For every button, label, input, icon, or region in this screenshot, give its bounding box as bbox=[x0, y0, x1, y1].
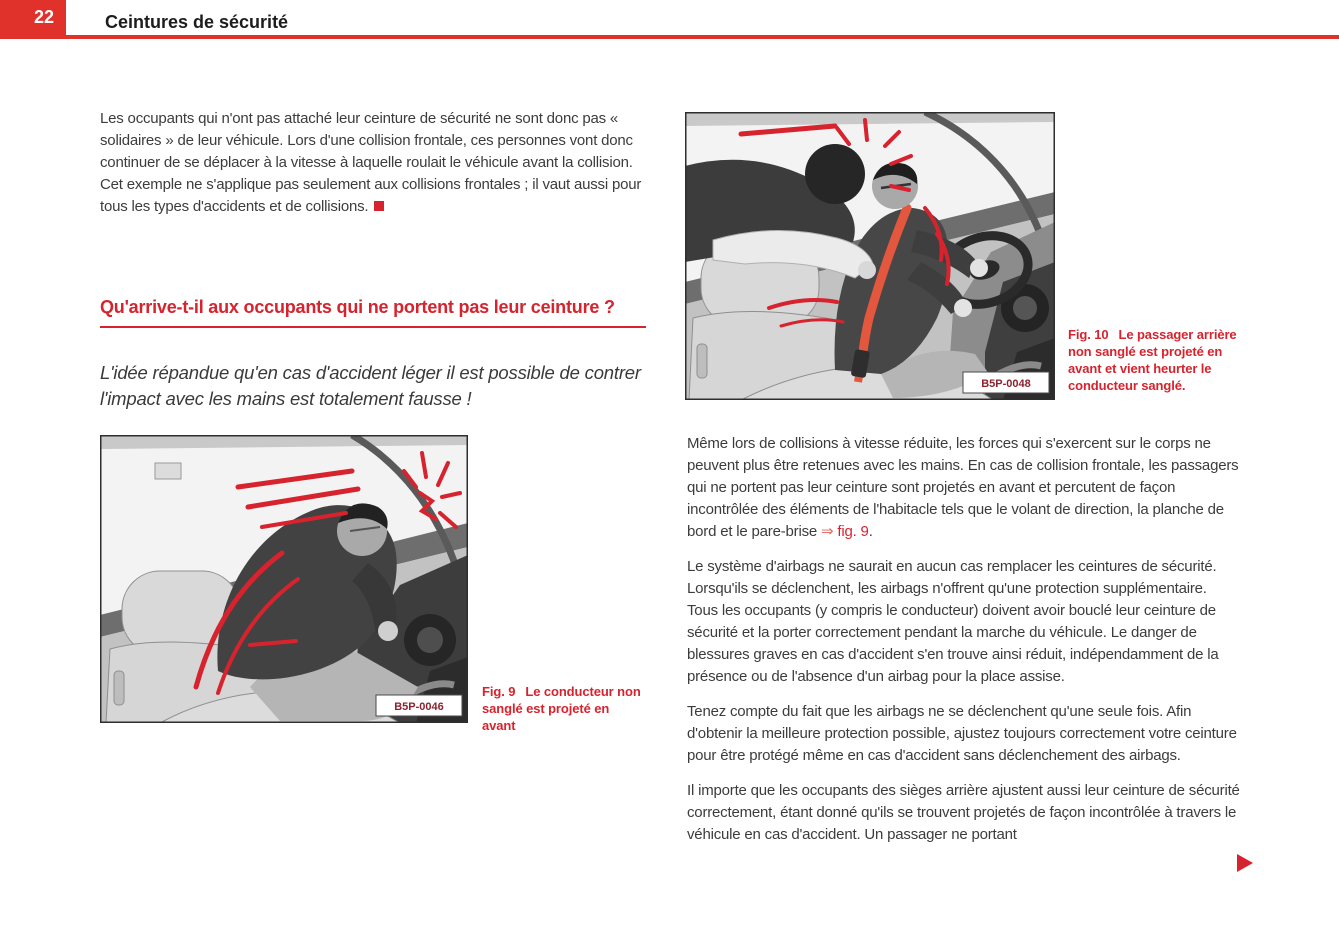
header-rule bbox=[66, 35, 1339, 39]
section-heading-block bbox=[100, 295, 646, 328]
paragraph-forces-period: . bbox=[868, 523, 873, 540]
passenger-head bbox=[805, 144, 865, 204]
figure-9-label: Fig. 9 bbox=[482, 684, 516, 699]
figure-10-label: Fig. 10 bbox=[1068, 327, 1109, 342]
image-code-label bbox=[963, 372, 1049, 393]
section-heading: Qu'arrive-t-il aux occupants qui ne portent pas leur ceinture ? bbox=[100, 297, 615, 317]
figure-10-caption bbox=[1068, 326, 1244, 394]
fig10-image-code: B5P-0048 bbox=[981, 378, 1031, 390]
fig10-illustration bbox=[685, 112, 1055, 400]
rear-view-mirror bbox=[155, 463, 181, 479]
figure-10-caption-text: Le passager arrière non sanglé est projeté en avant et vient heurter le conducteur sanglé. bbox=[1068, 327, 1237, 393]
page-number-box bbox=[0, 0, 66, 39]
figure-9-caption bbox=[482, 683, 644, 734]
page-continuation-icon bbox=[1237, 854, 1253, 872]
paragraph-airbag-system: Le système d'airbags ne saurait en aucun cas remplacer les ceintures de sécurité. Lorsqu'ils se déclenchent, les airbags n'offrent qu'une protection supplémentaire. Tous les occupants (y compris le conducteur) doivent avoir bouclé leur ceinture de sécurité et la porter correctement pendant la marche du véhicule. Le danger de blessures graves en cas d'accident s'en trouve ainsi réduit, indépendamment de la présence ou de l'absence d'un airbag pour la place assise. bbox=[687, 558, 1219, 685]
figure-9-caption-text: Le conducteur non sanglé est projeté en avant bbox=[482, 684, 641, 733]
paragraph-forces bbox=[687, 433, 1240, 543]
intro-paragraph bbox=[100, 108, 646, 218]
right-column bbox=[687, 433, 1240, 859]
paragraph-forces-text: Même lors de collisions à vitesse réduite, les forces qui s'exercent sur le corps ne peuvent plus être retenues avec les mains. En cas de collision frontale, les passagers qui ne portent pas leur ceinture sont projetés en avant et percutent de façon incontrôlée des éléments de l'habitacle tels que le volant de direction, la planche de bord et le pare-brise bbox=[687, 435, 1239, 540]
intro-paragraph-text: Les occupants qui n'ont pas attaché leur ceinture de sécurité ne sont donc pas « solidaires » de leur véhicule. Lors d'une collision frontale, ces personnes vont donc continuer de se déplacer à la vitesse à laquelle roulait le véhicule avant la collision. Cet exemple ne s'applique pas seulement aux collisions frontales ; il vaut aussi pour tous les types d'accidents et de collisions. bbox=[100, 110, 642, 215]
page-title: Ceintures de sécurité bbox=[105, 12, 289, 32]
section-end-marker-icon bbox=[374, 201, 384, 211]
section-heading-rule bbox=[100, 326, 646, 328]
section-lede: L'idée répandue qu'en cas d'accident léger il est possible de contrer l'impact avec les mains est totalement fausse ! bbox=[100, 362, 641, 409]
figure-9-reference-link[interactable]: fig. 9 bbox=[837, 523, 869, 540]
fig9-illustration bbox=[100, 435, 468, 723]
figure-9-image bbox=[100, 435, 468, 723]
page-number: 22 bbox=[33, 7, 54, 27]
paragraph-rear-occupants: Il importe que les occupants des sièges arrière ajustent aussi leur ceinture de sécurité correctement, étant donné qu'ils se trouvent projetés de façon incontrôlée à travers le véhicule en cas d'accident. Un passager ne portant bbox=[687, 782, 1240, 843]
cross-ref-arrow-icon: ⇒ bbox=[821, 523, 834, 540]
image-code-label bbox=[376, 695, 462, 716]
fig9-image-code: B5P-0046 bbox=[394, 701, 444, 713]
figure-10-image bbox=[685, 112, 1055, 400]
paragraph-airbag-once: Tenez compte du fait que les airbags ne se déclenchent qu'une seule fois. Afin d'obtenir la meilleure protection possible, ajustez toujours correctement votre ceinture pour être protégé même en cas d'accident sans déclenchement des airbags. bbox=[687, 703, 1237, 764]
